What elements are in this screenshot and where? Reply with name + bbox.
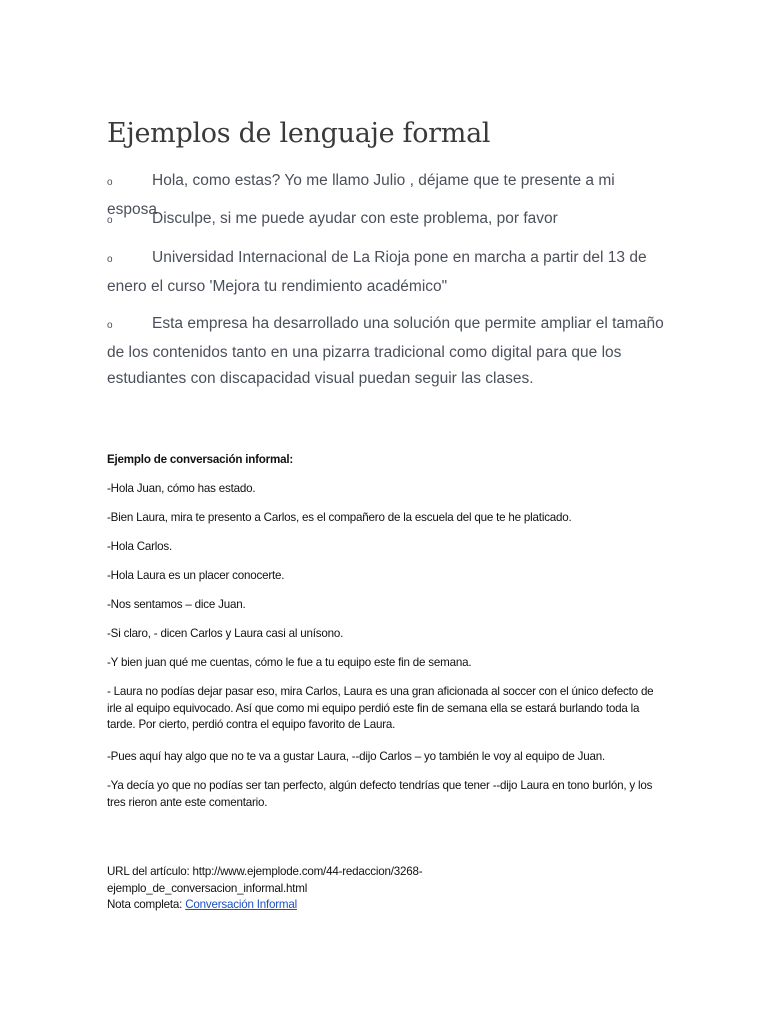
- source-note: [107, 897, 667, 914]
- bullet-marker: o: [107, 177, 113, 188]
- source-url-line-2: ejemplo_de_conversacion_informal.html: [107, 881, 308, 895]
- source-url-line-1: URL del artículo: http://www.ejemplode.com/44-redaccion/3268-: [107, 865, 423, 878]
- formal-example-3: [107, 245, 667, 300]
- informal-heading: Ejemplo de conversación informal:: [107, 453, 294, 466]
- conversation-line-5: -Nos sentamos – dice Juan.: [107, 598, 246, 611]
- conversation-line-4: -Hola Laura es un placer conocerte.: [107, 569, 285, 582]
- bullet-marker: o: [107, 215, 113, 226]
- conversation-line-8: - Laura no podías dejar pasar eso, mira Carlos, Laura es una gran aficionada al soccer con el único defecto de irle al equipo equivocado. Así que como mi equipo perdió este fin de semana ella se estará burlando toda la tarde. Por cierto, perdió contra el equipo favorito de Laura.: [107, 685, 654, 731]
- formal-example-text: Universidad Internacional de La Rioja pone en marcha a partir del 13 de enero el curso 'Mejora tu rendimiento académico": [107, 249, 647, 295]
- bullet-marker: o: [107, 320, 113, 331]
- conversation-line-6: -Si claro, - dicen Carlos y Laura casi al unísono.: [107, 627, 344, 640]
- conversation-line-2: -Bien Laura, mira te presento a Carlos, es el compañero de la escuela del que te he platicado.: [107, 511, 572, 524]
- note-label: Nota completa:: [107, 898, 186, 911]
- document-title: Ejemplos de lenguaje formal: [107, 118, 491, 149]
- formal-example-text: Hola, como estas? Yo me llamo Julio , déjame que te presente a mi esposa: [107, 172, 615, 218]
- formal-example-4: [107, 311, 667, 393]
- formal-example-text: Disculpe, si me puede ayudar con este problema, por favor: [152, 210, 558, 227]
- formal-example-2: [107, 206, 667, 235]
- source-block: [107, 864, 667, 914]
- bullet-marker: o: [107, 254, 113, 265]
- conversation-line-3: -Hola Carlos.: [107, 540, 173, 553]
- conversation-line-10: -Ya decía yo que no podías ser tan perfecto, algún defecto tendrías que tener --dijo Laura en tono burlón, y los tres rieron ante este comentario.: [107, 779, 653, 809]
- conversation-line-1: -Hola Juan, cómo has estado.: [107, 482, 256, 495]
- conversation-line-9: -Pues aquí hay algo que no te va a gustar Laura, --dijo Carlos – yo también le voy al equipo de Juan.: [107, 750, 605, 763]
- conversation-line-7: -Y bien juan qué me cuentas, cómo le fue a tu equipo este fin de semana.: [107, 656, 472, 669]
- note-link[interactable]: Conversación Informal: [185, 898, 297, 911]
- formal-example-text: Esta empresa ha desarrollado una solución que permite ampliar el tamaño de los contenidos tanto en una pizarra tradicional como digital para que los estudiantes con discapacidad visual puedan seguir las clases.: [107, 315, 664, 387]
